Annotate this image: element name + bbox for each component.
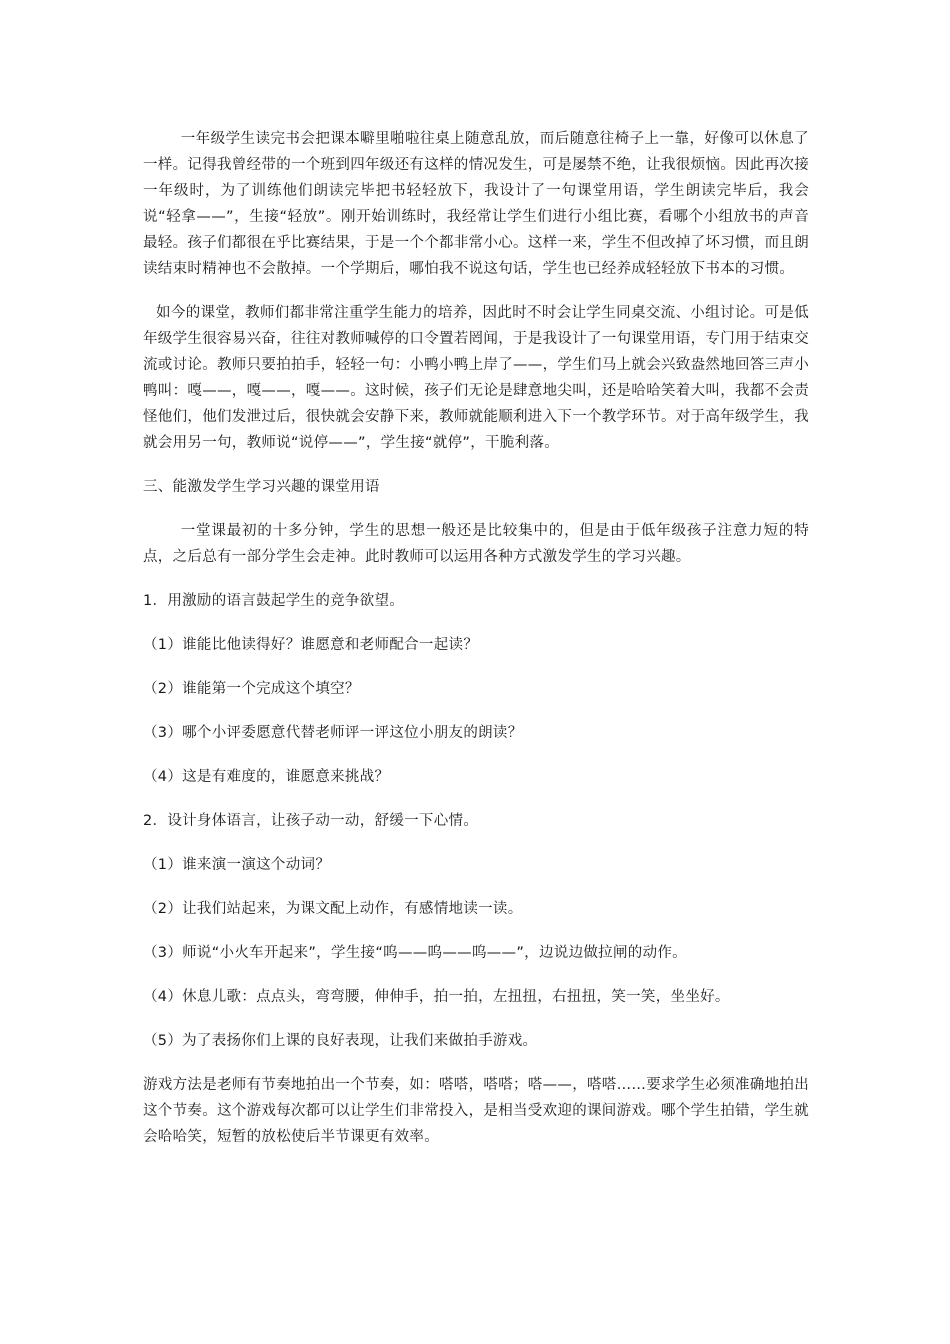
list-item: （2）谁能第一个完成这个填空？ [143,681,360,697]
paragraph-clapping-game: 游戏方法是老师有节奏地拍出一个节奏，如：嗒嗒，嗒嗒；嗒——，嗒嗒……要求学生必须准确地拍出这个节奏。这个游戏每次都可以让学生们非常投入，是相当受欢迎的课间游戏。哪个学生拍错，学生就会哈哈笑，短暂的放松使后半节课更有效率。 [143,1077,809,1145]
section-heading-interest: 三、能激发学生学习兴趣的课堂用语 [143,479,380,495]
list-item: （3）哪个小评委愿意代替老师评一评这位小朋友的朗读？ [143,725,523,741]
list-heading-body-language: 2．设计身体语言，让孩子动一动，舒缓一下心情。 [143,813,479,829]
list-item: （2）让我们站起来，为课文配上动作，有感情地读一读。 [143,901,523,917]
list-item: （4）休息儿歌：点点头，弯弯腰，伸伸手，拍一拍，左扭扭，右扭扭，笑一笑，坐坐好。 [143,989,730,1005]
list-item: （3）师说“小火车开起来”，学生接“呜——呜——呜——”，边说边做拉闸的动作。 [143,945,687,961]
paragraph-end-discussion: 如今的课堂，教师们都非常注重学生能力的培养，因此时不时会让学生同桌交流、小组讨论。可是低年级学生很容易兴奋，往往对教师喊停的口令置若罔闻，于是我设计了一句课堂用语，专门用于结束交流或讨论。教师只要拍拍手，轻轻一句：小鸭小鸭上岸了——，学生们马上就会兴致盎然地回答三声小鸭叫：嘎——，嘎——，嘎——。这时候，孩子们无论是肆意地尖叫，还是哈哈笑着大叫，我都不会责怪他们，他们发泄过后，很快就会安静下来，教师就能顺利进入下一个教学环节。对于高年级学生，我就会用另一句，教师说“说停——”，学生接“就停”，干脆利落。 [143,305,809,451]
document-page [143,126,809,1150]
paragraph-quiet-books: 一年级学生读完书会把课本噼里啪啦往桌上随意乱放，而后随意往椅子上一靠，好像可以休息了一样。记得我曾经带的一个班到四年级还有这样的情况发生，可是屡禁不绝，让我很烦恼。因此再次接一年级时，为了训练他们朗读完毕把书轻轻放下，我设计了一句课堂用语，学生朗读完毕后，我会说“轻拿——”，生接“轻放”。刚开始训练时，我经常让学生们进行小组比赛，看哪个小组放书的声音最轻。孩子们都很在乎比赛结果，于是一个个都非常小心。这样一来，学生不但改掉了坏习惯，而且朗读结束时精神也不会散掉。一个学期后，哪怕我不说这句话，学生也已经养成轻轻放下书本的习惯。 [143,131,809,277]
list-item: （1）谁能比他读得好？谁愿意和老师配合一起读？ [143,637,479,653]
list-item: （4）这是有难度的，谁愿意来挑战？ [143,769,390,785]
list-item: （1）谁来演一演这个动词？ [143,857,331,873]
list-heading-encouragement: 1．用激励的语言鼓起学生的竞争欲望。 [143,593,405,609]
paragraph-attention: 一堂课最初的十多分钟，学生的思想一般还是比较集中的，但是由于低年级孩子注意力短的特点，之后总有一部分学生会走神。此时教师可以运用各种方式激发学生的学习兴趣。 [143,523,809,565]
list-item: （5）为了表扬你们上课的良好表现，让我们来做拍手游戏。 [143,1033,538,1049]
